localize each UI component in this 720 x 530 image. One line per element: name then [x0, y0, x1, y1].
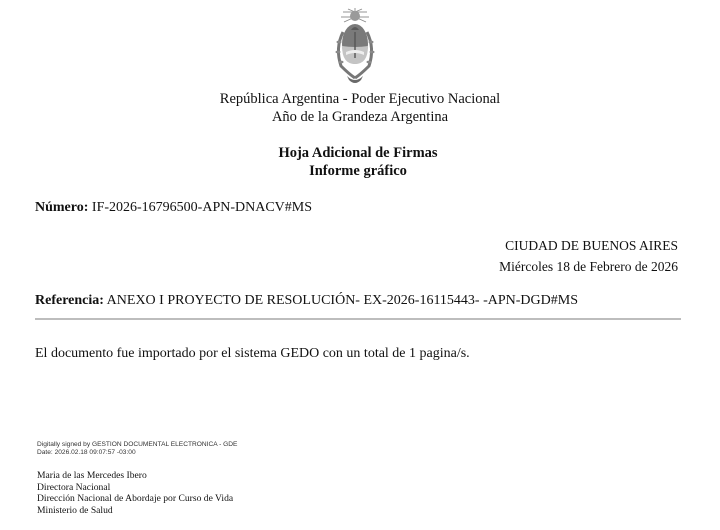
signer-ministry: Ministerio de Salud	[37, 504, 113, 516]
coat-of-arms-icon	[331, 8, 379, 88]
sun-face	[350, 11, 360, 21]
referencia-value: ANEXO I PROYECTO DE RESOLUCIÓN- EX-2026-16115443- -APN-DGD#MS	[106, 293, 578, 308]
numero-label: Número:	[35, 200, 89, 215]
date: Miércoles 18 de Febrero de 2026	[499, 259, 678, 274]
signer-block	[37, 470, 233, 516]
digital-signature-line: Digitally signed by GESTION DOCUMENTAL ELECTRONICA - GDE	[37, 441, 238, 448]
document-subtitle: Informe gráfico	[309, 163, 407, 179]
signer-office: Dirección Nacional de Abordaje por Curso de Vida	[37, 493, 234, 505]
pike	[354, 32, 355, 58]
numero-row	[35, 199, 312, 217]
divider	[35, 318, 681, 320]
signer-name: Maria de las Mercedes Ibero	[37, 470, 147, 481]
place: CIUDAD DE BUENOS AIRES	[505, 238, 678, 253]
referencia-row	[35, 292, 578, 310]
digital-signature-stamp	[37, 441, 237, 457]
digital-signature-date: Date: 2026.02.18 09:07:57 -03:00	[37, 449, 136, 456]
header-line-2: Año de la Grandeza Argentina	[271, 109, 449, 125]
numero-value: IF-2026-16796500-APN-DNACV#MS	[91, 200, 313, 215]
signer-title: Directora Nacional	[37, 481, 111, 493]
document-title: Hoja Adicional de Firmas	[278, 145, 438, 161]
referencia-label: Referencia:	[35, 293, 104, 308]
header-line-1: República Argentina - Poder Ejecutivo Nacional	[219, 91, 501, 107]
body-text: El documento fue importado por el sistema GEDO con un total de 1 pagina/s.	[35, 346, 470, 361]
